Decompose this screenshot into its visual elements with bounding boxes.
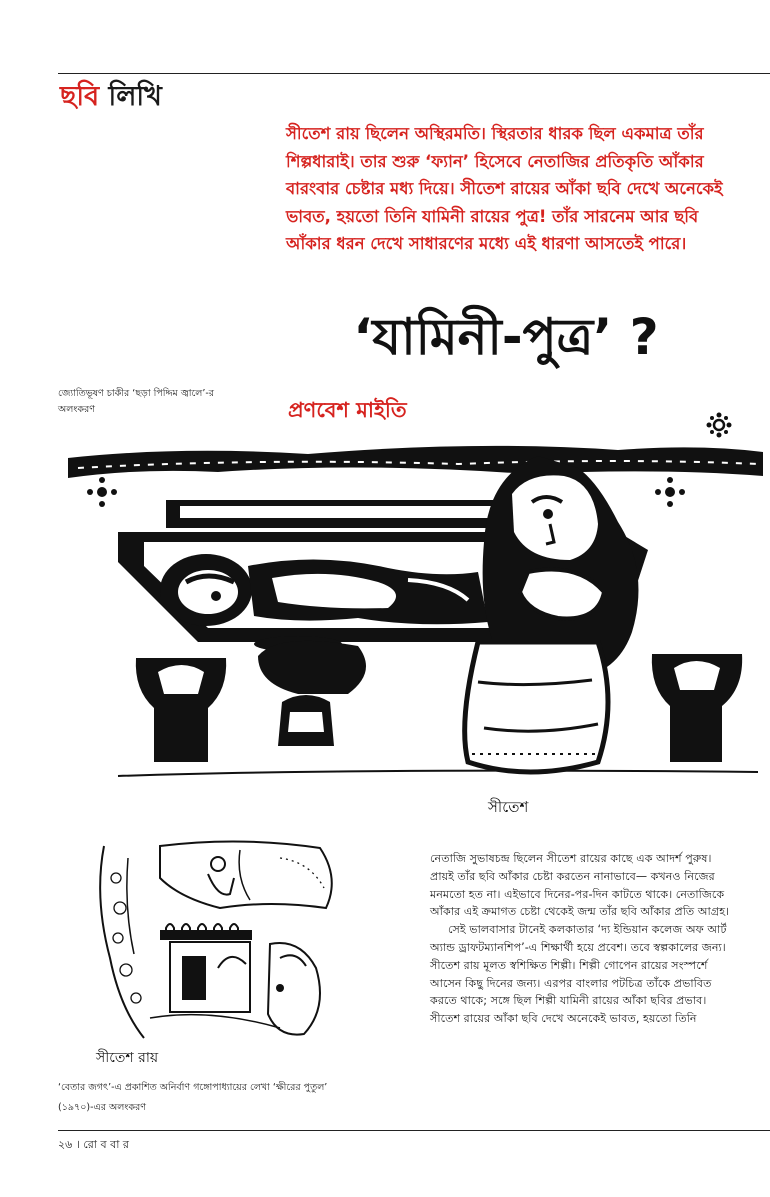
- main-artwork-signature: সীতেশ: [488, 798, 529, 816]
- footer-separator: ।: [75, 1138, 80, 1151]
- main-illustration: [58, 432, 770, 820]
- section-label-black: লিখি: [108, 81, 162, 112]
- author-byline: প্রণবেশ মাইতি: [288, 398, 407, 422]
- body-paragraph: সেই ভালবাসার টানেই কলকাতার ‘দ্য ইন্ডিয়ান কলেজ অফ আর্ট অ্যান্ড ড্রাফটম্যানশিপ’-এ শিক্ষার্থী হয়ে প্রবেশ। তবে স্বল্পকালের জন্য। সীতেশ রায় মূলত স্বশিক্ষিত শিল্পী। শিল্পী গোপেন রায়ের সংস্পর্শে আসেন কিছু দিনের জন্য। এরপর বাংলার পটচিত্র তাঁকে প্রভাবিত করতে থাকে; সঙ্গে ছিল শিল্পী যামিনী রায়ের আঁকা ছবির প্রভাব। সীতেশ রায়ের আঁকা ছবি দেখে অনেকেই ভাবত, হয়তো তিনি: [430, 923, 727, 1026]
- section-label: [60, 80, 162, 114]
- body-text: [430, 850, 730, 1028]
- page-footer: [58, 1136, 129, 1154]
- intro-paragraph: সীতেশ রায় ছিলেন অস্থিরমতি। স্থিরতার ধারক ছিল একমাত্র তাঁর শিল্পধারাই। তার শুরু ‘ফ্যান’ হিসেবে নেতাজির প্রতিকৃতি আঁকার বারংবার চেষ্টার মধ্য দিয়ে। সীতেশ রায়ের আঁকা ছবি দেখে অনেকেই ভাবত, হয়তো তিনি যামিনী রায়ের পুত্র! তাঁর সারনেম আর ছবি আঁকার ধরন দেখে সাধারণের মধ্যে এই ধারণা আসতেই পারে।: [286, 124, 723, 253]
- headline: ‘যামিনী-পুত্র’ ?: [353, 308, 659, 366]
- body-paragraph: নেতাজি সুভাষচন্দ্র ছিলেন সীতেশ রায়ের কাছে এক আদর্শ পুরুষ। প্রায়ই তাঁর ছবি আঁকার চেষ্টা করতেন নানাভাবে— কখনও নিজের মনমতো হত না। এইভাবে দিনের-পর-দিন কাটতে থাকে। নেতাজিকে আঁকার এই ক্রমাগত চেষ্টা থেকেই জন্ম তাঁর ছবি আঁকার প্রতি আগ্রহ।: [430, 852, 730, 919]
- caption-bottom: ‘বেতার জগৎ’-এ প্রকাশিত অনির্বাণ গঙ্গোপাধ্যায়ের লেখা ‘ক্ষীরের পুতুল’ (১৯৭০)-এর অলংকরণ: [58, 1082, 328, 1113]
- caption-top: জ্যোতিভূষণ চাকীর ‘ছড়া পিদ্দিম জ্বালে’-র অলংকরণ: [58, 388, 215, 415]
- bottom-rule: [58, 1130, 770, 1131]
- top-rule: [58, 73, 770, 74]
- publication-name: রো ব বা র: [83, 1138, 129, 1151]
- bottom-illustration: [90, 838, 350, 1070]
- section-label-red: ছবি: [60, 81, 100, 112]
- bottom-artwork-signature: সীতেশ রায়: [96, 1050, 159, 1066]
- page-number: ২৬: [58, 1138, 73, 1151]
